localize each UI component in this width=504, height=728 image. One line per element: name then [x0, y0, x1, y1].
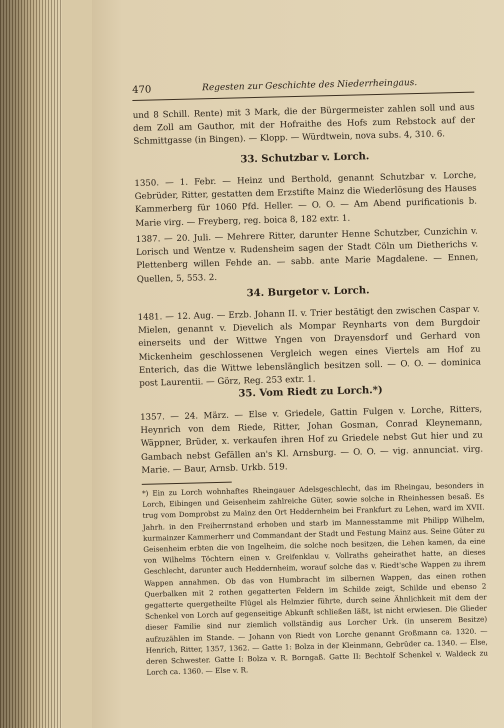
section-34-entry-1: 1481. — 12. Aug. — Erzb. Johann II. v. Trier bestätigt den zwischen Caspar v. Mielen, genannt v. Dievelich als Mompar Reynharts von dem Burgdoir einerseits und der Wittwe Yngen von Drayensdorf und Gerhard von Mickenheim geschlossenen Vergleich wegen eines Viertels am Hof zu Enterich, das die Wittwe lebenslänglich besitzen soll. — O. O. — dominica post Laurentii. — Görz, Reg. 253 extr. 1. — [137, 304, 482, 389]
page-edges — [0, 0, 62, 728]
section-33-entry-2: 1387. — 20. Juli. — Mehrere Ritter, darunter Henne Schutzber, Cunzichin v. Lorisch und Wentze v. Rudensheim sagen der Stadt Cöln um Dietherichs v. Plettenberg willen Fehde an. — sabb. ante Marie Magdalene. — Ennen, Quellen, 5, 553. 2. — [135, 226, 479, 285]
section-33-entry-1: 1350. — 1. Febr. — Heinz und Berthold, genannt Schutzbar v. Lorche, Gebrüder, Ritter, gestatten dem Erzstifte Mainz die Wiederlösung des Hauses Kammerberg für 1060 Pfd. Heller. — O. O. — Am Abend purificationis b. Marie virg. — Freyberg, reg. boica 8, 182 extr. 1. — [134, 170, 478, 229]
intro-paragraph-block — [133, 102, 476, 150]
section-35-entry-1: 1357. — 24. März. — Else v. Griedele, Gattin Fulgen v. Lorche, Ritters, Heynrich von dem Riede, Ritter, Johan Gosman, Conrad Kleynemann, Wäppner, Brüder, x. verkaufen ihren Hof zu Griedele nebst Gut hier und zu Gambach nebst Gefällen an's Kl. Arnsburg. — O. O. — vig. annunciat. virg. Marie. — Baur, Arnsb. Urkb. 519. — [140, 404, 484, 476]
section-33-entry-2-block — [136, 226, 479, 287]
footnote-block — [142, 480, 489, 679]
section-35-entry-1-block — [140, 404, 484, 478]
section-33-entry-1-block — [134, 170, 477, 231]
section-title-35: 35. Vom Riedt zu Lorch.*) — [238, 384, 383, 400]
intro-paragraph: und 8 Schill. Rente) mit 3 Mark, die der Bürgermeister zahlen soll und aus dem Zoll am Gauthor, mit der Hofraithe des Hofs zum Rebstock auf der Schmittgasse (in Bingen). — Klopp. — Würdtwein, nova subs. 4, 310. 6. — [132, 102, 476, 148]
page-number: 470 — [132, 84, 152, 96]
section-title-34: 34. Burgetor v. Lorch. — [246, 285, 370, 300]
running-title: Regesten zur Geschichte des Niederrheingaus. — [202, 78, 418, 94]
section-34-entry-1-block — [138, 304, 482, 392]
footnote: *) Ein zu Lorch wohnhaftes Rheingauer Adelsgeschlecht, das im Rheingau, besonders in Lorch, Eibingen und Geisenheim zahlreiche Güter, sowie solche in Rheinhessen besaß. Es trug vom Domprobst zu Mainz den Ort Heddernheim bei Frankfurt zu Lehen, ward im XVII. Jahrh. in den Freiherrnstand erhoben und starb im Mannesstamme mit Philipp Wilhelm, kurmainzer Kammerherr und Commandant der Stadt und Festung Mainz aus. Seine Güter zu Geisenheim erbten die von Ingelheim, die solche noch besitzen, die Lehen kamen, da eine von Wilhelms Töchtern einen v. Greifenklau v. Vollraths geheirathet hatte, an dieses Geschlecht, darunter auch Heddernheim, worauf solche das v. Riedt'sche Wappen zu ihrem Wappen annahmen. Ob das von Humbracht im silbernen Wappen, das einen rothen Querbalken mit 2 rothen gegatterten Feldern im Schilde zeigt, Schilde und ebenso 2 gegatterte quergetheilte Flügel als Helmzier führte, durch seine Ähnlichkeit mit dem der Schenkel von Lorch auf gegenseitige Abkunft schließen läßt, ist nicht erwiesen. Die Glieder dieser Familie sind nur ziemlich vollständig aus Lorcher Urk. (in unserem Besitze) aufzuzählen im Stande. — Johann von Riedt von Lorche genannt Großmann ca. 1320. — Henrich, Ritter, 1357, 1362. — Gatte 1: Bolza in der Kleinmann, Gebrüder ca. 1340. — Else, deren Schwester. Gatte I: Bolza v. R. Borngaß. Gatte II: Bechtolf Schenkel v. Waldeck zu Lorch ca. 1360. — Else v. R. — [141, 480, 489, 678]
section-title-33: 33. Schutzbar v. Lorch. — [240, 151, 370, 166]
